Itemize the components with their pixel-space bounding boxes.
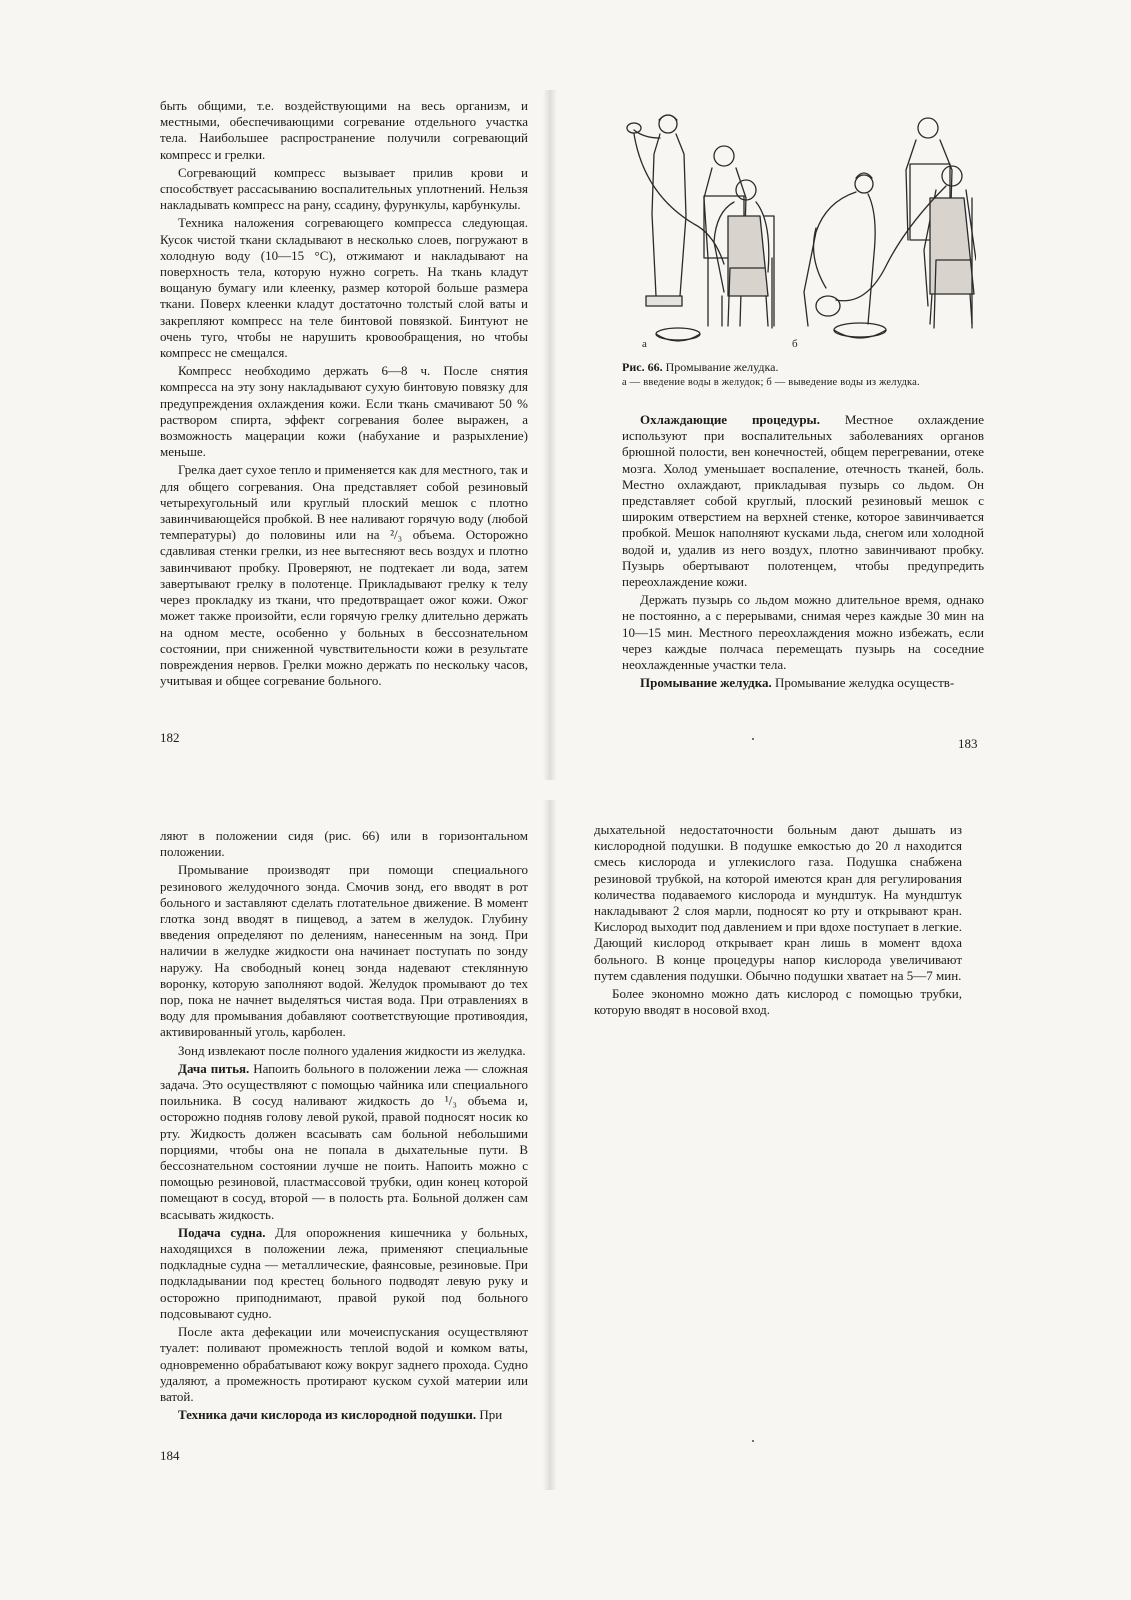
paragraph: Грелка дает сухое тепло и применяется как для местного, так и для общего согревания. Она представляет собой резиновый четырехугольный или круглый плоский мешок с плотно завинчивающейся пробкой. В нее наливают горячую воду (любой температуры) до половины или на ²/₃ объема. Осторожно сдавливая стенки грелки, из нее вытесняют весь воздух и плотно завинчивают пробку. Проверяют, не подтекает ли вода, затем завертывают грелку в полотенце. Прикладывают грелку к телу через прокладку из ткани, что предотвращает ожог кожи. Ожог может также произойти, если горячую грелку длительно держать на одном месте, особенно у больных в бессознательном состоянии, при сниженной чувствительности кожи в результате повреждения нервов. Грелки можно держать по нескольку часов, учитывая и общее согревание больного.: [160, 462, 528, 689]
paragraph: [160, 1407, 528, 1423]
figure-66-illustration: [616, 98, 976, 356]
paragraph: быть общими, т.е. воздействующими на весь организм, и местными, обеспечивающими согревание отдельного участка тела. Наибольшее распространение получили согревающий компресс и грелки.: [160, 98, 528, 162]
page-183-text: [622, 412, 984, 693]
paragraph: ляют в положении сидя (рис. 66) или в горизонтальном положении.: [160, 828, 528, 860]
paragraph-text: Напоить больного в положении лежа — сложная задача. Это осуществляют с помощью чайника или специального поильника. В сосуд наливают жидкость до ¹/₃ объема и, осторожно подняв голову левой рукой, правой подносят носик ко рту. Жидкость должен всасывать сам больной небольшими порциями, чтобы она не попала в дыхательные пути. В бессознательном состоянии лучше не поить. Напоить можно с помощью резиновой, пластмассовой трубки, один конец которой помещают в сосуд, второй — в полость рта. Больной должен сам всасывать жидкость.: [160, 1060, 528, 1222]
page-184-text: [160, 828, 528, 1425]
page-number-182: 182: [160, 730, 180, 745]
figure-caption: [622, 360, 984, 390]
book-gutter-top: [543, 90, 557, 780]
section-heading: Дача питья.: [178, 1060, 250, 1076]
paragraph: дыхательной недостаточности больным дают дышать из кислородной подушки. В подушке емкостью до 20 л находится смесь кислорода и углекислого газа. Подушка снабжена резиновой трубкой, на которой имеются кран для регулирования количества подаваемого кислорода и мундштук. На мундштук накладывают 2 слоя марли, подносят ко рту и открывают кран. Кислород выходит под давлением и при вдохе поступает в легкие. Дающий кислород открывает кран лишь в момент вдоха больного. В конце процедуры напор кислорода увеличивают путем сдавления подушки. Обычно подушки хватает на 5—7 мин.: [594, 822, 962, 983]
scan-speck: [752, 1440, 754, 1442]
paragraph: [622, 675, 984, 691]
paragraph-text: При: [476, 1407, 503, 1423]
section-heading: Охлаждающие процедуры.: [640, 412, 820, 427]
section-heading: Подача судна.: [178, 1224, 266, 1240]
section-heading: Техника дачи кислорода из кислородной подушки.: [178, 1407, 477, 1423]
paragraph: Техника наложения согревающего компресса следующая. Кусок чистой ткани складывают в несколько слоев, погружают в холодную воду (10—15 °С), отжимают и накладывают на поверхность тела, которую нужно согреть. На ткань кладут вощаную бумагу или клеенку, размер которой больше размера ткани. Поверх клеенки кладут достаточно толстый слой ваты и закрепляют компресс на теле бинтовой повязкой. Бинтуют не очень туго, чтобы не нарушить кровообращения, но чтобы компресс не смещался.: [160, 215, 528, 361]
page-number-184: 184: [160, 1448, 180, 1463]
paragraph-text: Местное охлаждение используют при воспалительных заболеваниях органов брюшной полости, вен конечностей, общем перегревании, отеке мозга. Холод уменьшает воспаление, отечность тканей, боль. Местно охлаждают, прикладывая пузырь со льдом. Он представляет собой круглый, плоский резиновый мешок с широким отверстием на верхней стенке, которое завинчивается пробкой. Мешок наполняют кусками льда, снегом или холодной водой и, удалив из него воздух, плотно завинчивают пробку. Пузырь обертывают полотенцем, чтобы предупредить переохлаждение кожи.: [622, 412, 985, 590]
caption-text: Промывание желудка.: [665, 360, 779, 374]
page-182-text: [160, 98, 528, 691]
paragraph: Держать пузырь со льдом можно длительное время, однако не постоянно, а с перерывами, снимая через каждые 30 мин на 10—15 мин. Местного переохлаждения можно избежать, если через каждые полчаса перемещать пузырь на соседние неохлажденные участки тела.: [622, 592, 984, 673]
paragraph: Зонд извлекают после полного удаления жидкости из желудка.: [178, 1042, 526, 1058]
paragraph: [160, 1225, 528, 1322]
paragraph: После акта дефекации или мочеиспускания осуществляют туалет: поливают промежность теплой водой и комком ваты, одновременно обрабатывают кожу вокруг заднего прохода. Судно удаляют, а промежность протирают куском сухой материи или ватой.: [160, 1324, 528, 1404]
paragraph: Более экономно можно дать кислород с помощью трубки, которую вводят в носовой вход.: [594, 986, 962, 1018]
paragraph: Согревающий компресс вызывает прилив крови и способствует рассасыванию воспалительных уплотнений. Нельзя накладывать компресс на рану, ссадину, фурункулы, карбункулы.: [160, 164, 528, 213]
page-185-text: [594, 822, 962, 1020]
scan-speck: [752, 738, 754, 740]
paragraph-text: Для опорожнения кишечника у больных, находящихся в положении лежа, применяют специальные подкладные судна — металлические, фаянсовые, резиновые. При подкладывании под крестец больного подводят левую руку и осторожно приподнимают, правой рукой под больного подсовывают судно.: [160, 1224, 528, 1321]
paragraph: Компресс необходимо держать 6—8 ч. После снятия компресса на эту зону накладывают сухую бинтовую повязку для предупреждения охлаждения кожи. Если ткань смачивают 50 % раствором спирта, эффект согревания более выражен, а возможность мацерации кожи (набухание и разрыхление) меньше.: [160, 363, 528, 460]
figure-label-a: а: [642, 338, 647, 350]
page-number-183: 183: [958, 736, 978, 751]
paragraph: [622, 412, 984, 590]
caption-subtext: а — введение воды в желудок; б — выведение воды из желудка.: [622, 377, 920, 388]
paragraph: [160, 1061, 528, 1223]
figure-label-b: б: [792, 338, 798, 350]
caption-title: Рис. 66.: [622, 360, 663, 374]
section-heading: Промывание желудка.: [640, 675, 772, 691]
book-gutter-bottom: [543, 800, 557, 1490]
paragraph: Промывание производят при помощи специального резинового желудочного зонда. Смочив зонд, его вводят в рот больного и заставляют сделать глотательное движение. В момент глотка зонд вводят в пищевод, а затем в желудок. Глубину введения определяют по делениям, нанесенным на зонд. При наличии в желудке жидкости она начинает поступать по зонду наружу. На свободный конец зонда надевают стеклянную воронку, которую заполняют водой. Желудок промывают до тех пор, пока не начнет выделяться чистая вода. При отравлениях в воду для промывания добавляют соответствующие противоядия, активированный уголь, карболен.: [160, 862, 528, 1040]
paragraph-text: Промывание желудка осуществ-: [771, 675, 955, 691]
